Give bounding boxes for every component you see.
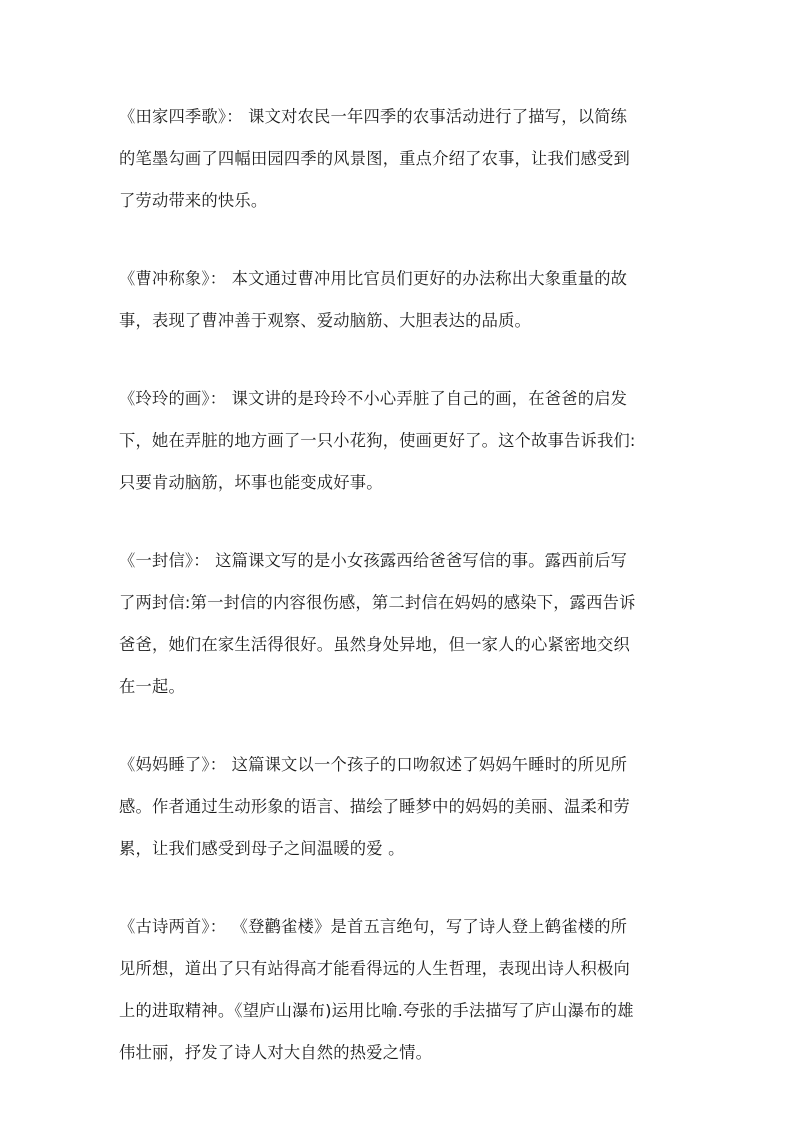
text-line: 只要肯动脑筋，坏事也能变成好事。 xyxy=(119,473,383,492)
text-line: 的笔墨勾画了四幅田园四季的风景图，重点介绍了农事，让我们感受到 xyxy=(119,149,630,168)
text-line: 《一封信》： 这篇课文写的是小女孩露西给爸爸写信的事。露西前后写 xyxy=(119,551,628,570)
text-line: 爸爸，她们在家生活得很好。虽然身处异地，但一家人的心紧密地交织 xyxy=(119,635,630,654)
text-line: 见所想，道出了只有站得高才能看得远的人生哲理，表现出诗人积极向 xyxy=(119,959,630,978)
text-line: 在一起。 xyxy=(119,677,185,696)
text-line: 了两封信:第一封信的内容很伤感，第二封信在妈妈的感染下，露西告诉 xyxy=(119,593,636,612)
entry-mama-shui-le xyxy=(119,744,681,870)
text-line: 《曹冲称象》： 本文通过曹冲用比官员们更好的办法称出大象重量的故 xyxy=(119,269,628,288)
text-line: 《玲玲的画》： 课文讲的是玲玲不小心弄脏了自己的画，在爸爸的启发 xyxy=(119,389,628,408)
text-line: 累，让我们感受到母子之间温暖的爱 。 xyxy=(119,839,405,858)
entry-caochong-chengxiang xyxy=(119,258,681,342)
entry-yi-feng-xin xyxy=(119,540,681,708)
text-line: 《古诗两首》： 《登鹳雀楼》是首五言绝句，写了诗人登上鹤雀楼的所 xyxy=(119,917,628,936)
text-line: 了劳动带来的快乐。 xyxy=(119,191,268,210)
entry-lingling-de-hua xyxy=(119,378,681,504)
text-line: 伟壮丽，抒发了诗人对大自然的热爱之情。 xyxy=(119,1043,433,1062)
document-page xyxy=(119,96,681,1074)
text-line: 感。作者通过生动形象的语言、描绘了睡梦中的妈妈的美丽、温柔和劳 xyxy=(119,797,630,816)
text-line: 事，表现了曹冲善于观察、爱动脑筋、大胆表达的品质。 xyxy=(119,311,532,330)
text-line: 下，她在弄脏的地方画了一只小花狗，使画更好了。这个故事告诉我们: xyxy=(119,431,636,450)
entry-tianjia-siji-ge xyxy=(119,96,681,222)
entry-gushi-liang-shou xyxy=(119,906,681,1074)
text-line: 《妈妈睡了》： 这篇课文以一个孩子的口吻叙述了妈妈午睡时的所见所 xyxy=(119,755,628,774)
text-line: 《田家四季歌》： 课文对农民一年四季的农事活动进行了描写，以简练 xyxy=(119,107,628,126)
text-line: 上的进取精神。《望庐山瀑布)运用比喻.夸张的手法描写了庐山瀑布的雄 xyxy=(119,1001,634,1020)
